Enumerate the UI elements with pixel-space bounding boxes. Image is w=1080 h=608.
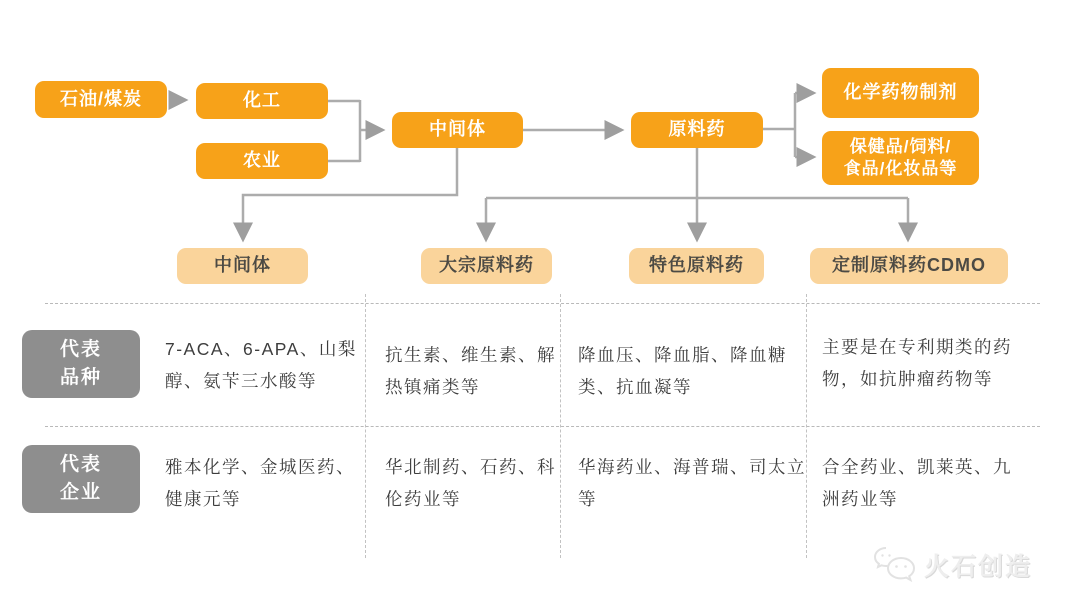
cell-varieties-specialty-api: 降血压、降血脂、降血糖类、抗血凝等 (578, 345, 787, 397)
category-intermediate: 中间体 (177, 248, 308, 284)
watermark (872, 545, 1032, 585)
row-label-line2: 品种 (59, 367, 102, 388)
row-label-line2: 企业 (59, 482, 102, 503)
row-label-representative-varieties (22, 330, 140, 398)
cell-companies-intermediate: 雅本化学、金城医药、健康元等 (165, 457, 355, 509)
watermark-text: 火石创造 (924, 553, 1033, 581)
cell-varieties-intermediate: 7-ACA、6-APA、山梨醇、氨苄三水酸等 (165, 339, 357, 391)
node-intermediate: 中间体 (392, 112, 523, 148)
node-health-products (822, 131, 979, 185)
node-health-line1: 保健品/饲料/ (849, 136, 952, 156)
category-cdmo: 定制原料药CDMO (810, 248, 1008, 284)
cell-companies-specialty-api: 华海药业、海普瑞、司太立等 (578, 457, 806, 509)
node-health-line2: 食品/化妆品等 (843, 159, 958, 178)
node-petroleum-coal: 石油/煤炭 (35, 81, 167, 118)
row-label-representative-companies (22, 445, 140, 513)
node-chemical-industry: 化工 (196, 83, 328, 119)
node-api: 原料药 (631, 112, 763, 148)
node-agriculture: 农业 (196, 143, 328, 179)
table-col-divider-2 (560, 294, 561, 558)
cell-varieties-cdmo: 主要是在专利期类的药物，如抗肿瘤药物等 (822, 337, 1012, 389)
cell-companies-cdmo: 合全药业、凯莱英、九洲药业等 (822, 457, 1012, 509)
category-bulk-api: 大宗原料药 (421, 248, 552, 284)
node-chemical-formulation: 化学药物制剂 (822, 68, 979, 118)
table-middle-divider (45, 426, 1040, 427)
row-label-line1: 代表 (59, 453, 102, 475)
cell-varieties-bulk-api: 抗生素、维生素、解热镇痛类等 (385, 345, 556, 397)
table-top-divider (45, 303, 1040, 304)
category-specialty-api: 特色原料药 (629, 248, 764, 284)
cell-companies-bulk-api: 华北制药、石药、科伦药业等 (385, 457, 556, 509)
row-label-line1: 代表 (59, 338, 102, 360)
table-col-divider-3 (806, 294, 807, 558)
wechat-icon (872, 545, 918, 585)
